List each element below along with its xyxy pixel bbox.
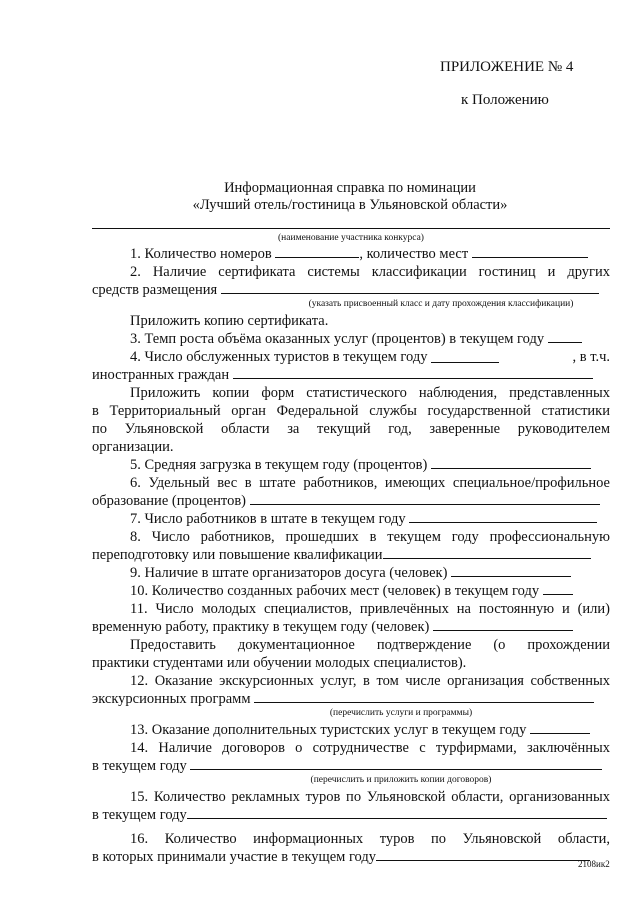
item-12-label: экскурсионных программ — [92, 691, 251, 707]
item-14-line-1: 14. Наличие договоров о сотрудничестве с турфирмами, заключённых — [130, 740, 610, 756]
item-11-label: временную работу, практику в текущем году (человек) — [92, 619, 430, 635]
item-5-label: 5. Средняя загрузка в текущем году (процентов) — [130, 457, 428, 473]
appendix-heading: ПРИЛОЖЕНИЕ № 4 — [440, 59, 574, 75]
classification-field — [221, 281, 599, 294]
item-1-rooms-label: 1. Количество номеров — [130, 246, 272, 262]
item-16-line-1: 16. Количество информационных туров по Ульяновской области, — [130, 831, 610, 847]
item-4-suffix: , в т.ч. — [572, 349, 610, 365]
item-4-foreign-label: иностранных граждан — [92, 367, 230, 383]
item-14-caption: (перечислить и приложить копии договоров) — [310, 775, 492, 785]
item-9-label: 9. Наличие в штате организаторов досуга (человек) — [130, 565, 448, 581]
item-2-label: средств размещения — [92, 282, 218, 298]
item-8-label: переподготовку или повышение квалификации — [92, 547, 383, 563]
doc-note-line-2: практики студентами или обучении молодых специалистов). — [92, 655, 467, 671]
item-11-line-1: 11. Число молодых специалистов, привлечённых на постоянную и (или) — [130, 601, 610, 617]
stat-note-line-4: организации. — [92, 439, 174, 455]
item-15-line-2 — [92, 806, 610, 824]
additional-services-field — [530, 721, 590, 734]
item-13-label: 13. Оказание дополнительных туристских услуг в текущем году — [130, 722, 527, 738]
growth-rate-field — [548, 330, 582, 343]
item-4-line-2 — [92, 366, 610, 384]
item-16-line-2 — [92, 848, 610, 866]
leisure-organizers-field — [451, 564, 571, 577]
rooms-field — [275, 245, 359, 258]
item-12-caption: (перечислить услуги и программы) — [329, 708, 473, 718]
item-15-label: в текущем году — [92, 807, 187, 823]
item-15-line-1: 15. Количество рекламных туров по Ульяновской области, организованных — [130, 789, 610, 805]
document-code: 2108ик2 — [578, 859, 610, 869]
item-16-label: в которых принимали участие в текущем году — [92, 849, 377, 865]
regulation-reference: к Положению — [461, 92, 549, 108]
excursion-programs-field — [254, 690, 594, 703]
new-jobs-field — [543, 582, 573, 595]
staff-count-field — [409, 510, 597, 523]
stat-note-line-1: Приложить копии форм статистического наблюдения, представленных — [130, 385, 610, 401]
item-12-line-1: 12. Оказание экскурсионных услуг, в том числе организация собственных — [130, 673, 610, 689]
item-10 — [92, 582, 610, 600]
item-4-label: 4. Число обслуженных туристов в текущем году — [130, 349, 428, 365]
item-2-line-1: 2. Наличие сертификата системы классификации гостиниц и других — [130, 264, 610, 280]
item-8-line-1: 8. Число работников, прошедших в текущем году профессиональную — [130, 529, 610, 545]
profile-education-field — [250, 492, 600, 505]
form-body — [92, 245, 610, 866]
item-4-line-1 — [92, 348, 610, 366]
item-2-note: Приложить копию сертификата. — [130, 313, 329, 329]
occupancy-field — [431, 456, 591, 469]
item-12-line-2 — [92, 690, 610, 708]
tourists-field — [431, 350, 499, 363]
item-3 — [92, 330, 610, 348]
young-specialists-field — [433, 618, 573, 631]
promo-tours-field — [187, 806, 607, 819]
item-13 — [92, 721, 610, 739]
item-6-line-1: 6. Удельный вес в штате работников, имеющих специальное/профильное — [130, 475, 610, 491]
item-3-label: 3. Темп роста объёма оказанных услуг (процентов) в текущем году — [130, 331, 545, 347]
doc-note-line-1: Предоставить документационное подтверждение (о прохождении — [130, 637, 610, 653]
item-9 — [92, 564, 610, 582]
document-title-line-1: Информационная справка по номинации — [224, 180, 476, 196]
item-6-line-2 — [92, 492, 610, 510]
item-14-label: в текущем году — [92, 758, 187, 774]
item-8-line-2 — [92, 546, 610, 564]
item-5 — [92, 456, 610, 474]
document-title-line-2: «Лучший отель/гостиница в Ульяновской области» — [192, 197, 508, 213]
item-1 — [92, 245, 610, 263]
item-1-beds-label: , количество мест — [359, 246, 469, 262]
beds-field — [472, 245, 588, 258]
item-14-line-2 — [92, 757, 610, 775]
retraining-field — [383, 546, 591, 559]
item-11-line-2 — [92, 618, 610, 636]
item-10-label: 10. Количество созданных рабочих мест (человек) в текущем году — [130, 583, 540, 599]
participant-name-caption: (наименование участника конкурса) — [278, 233, 424, 243]
item-7-label: 7. Число работников в штате в текущем году — [130, 511, 406, 527]
stat-note-line-3: по Ульяновской области за текущий год, заверенные руководителем — [92, 421, 610, 437]
stat-note-line-2: в Территориальный орган Федеральной службы государственной статистики — [92, 403, 610, 419]
item-6-label: образование (процентов) — [92, 493, 246, 509]
item-2-line-2 — [92, 281, 610, 299]
item-7 — [92, 510, 610, 528]
foreign-tourists-field — [233, 366, 593, 379]
contracts-field — [190, 757, 602, 770]
participant-name-field — [92, 228, 610, 229]
info-tours-field — [376, 848, 590, 861]
item-2-caption: (указать присвоенный класс и дату прохождения классификации) — [308, 299, 574, 309]
